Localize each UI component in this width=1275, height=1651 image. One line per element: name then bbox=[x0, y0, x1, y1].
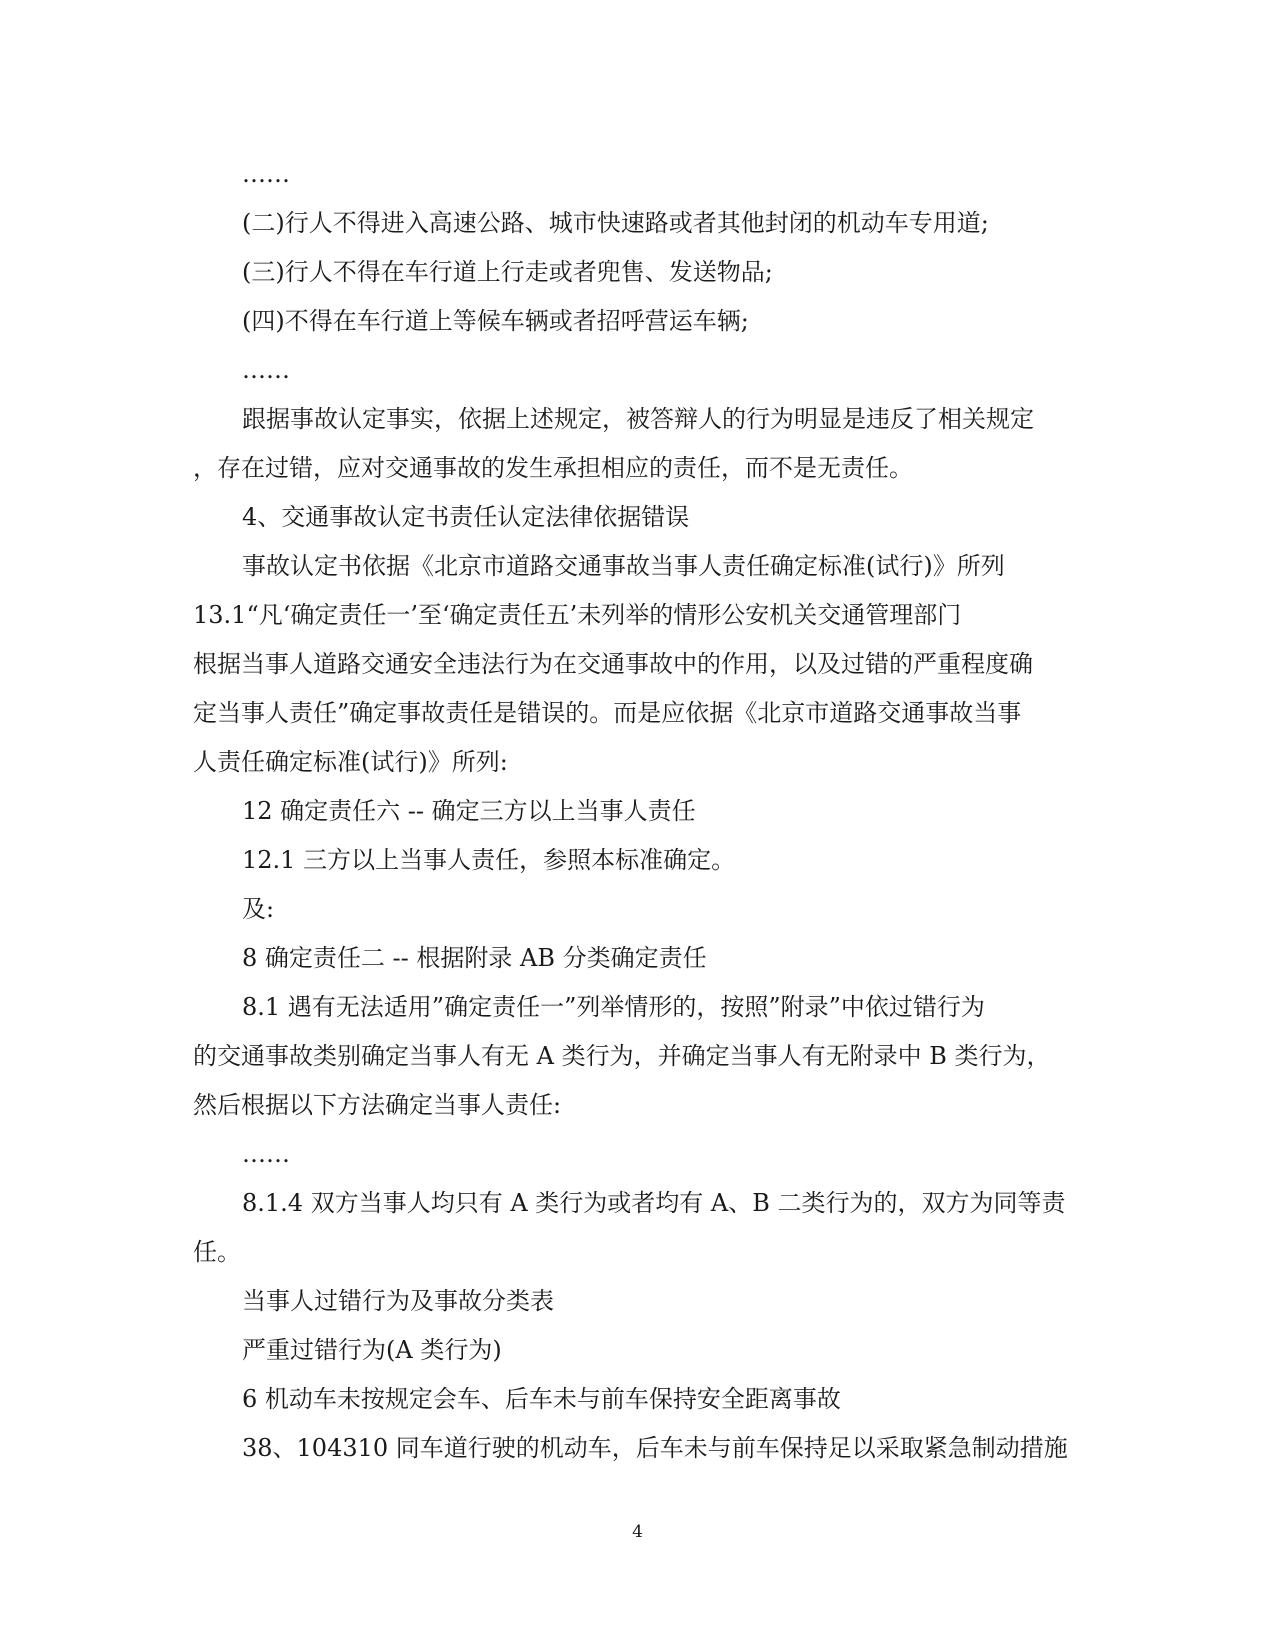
paragraph-line: 8 确定责任二 -- 根据附录 AB 分类确定责任 bbox=[242, 944, 707, 972]
paragraph-line: (二)行人不得进入高速公路、城市快速路或者其他封闭的机动车专用道; bbox=[242, 209, 989, 237]
paragraph-line: 的交通事故类别确定当事人有无 A 类行为，并确定当事人有无附录中 B 类行为， bbox=[193, 1042, 1051, 1070]
table-title: 当事人过错行为及事故分类表 bbox=[242, 1287, 554, 1315]
section-heading: 4、交通事故认定书责任认定法律依据错误 bbox=[242, 503, 690, 531]
paragraph-line: 12.1 三方以上当事人责任，参照本标准确定。 bbox=[242, 846, 736, 874]
paragraph-line: 12 确定责任六 -- 确定三方以上当事人责任 bbox=[242, 797, 696, 825]
paragraph-line: 8.1 遇有无法适用”确定责任一”列举情形的，按照”附录”中依过错行为 bbox=[242, 993, 985, 1021]
paragraph-line: ，存在过错，应对交通事故的发生承担相应的责任，而不是无责任。 bbox=[193, 454, 913, 482]
paragraph-line: (四)不得在车行道上等候车辆或者招呼营运车辆; bbox=[242, 307, 749, 335]
paragraph-line: 然后根据以下方法确定当事人责任: bbox=[193, 1091, 562, 1119]
paragraph-line: 38、104310 同车道行驶的机动车，后车未与前车保持足以采取紧急制动措施 bbox=[242, 1434, 1068, 1462]
paragraph-line: 人责任确定标准(试行)》所列: bbox=[193, 748, 508, 776]
paragraph-line: 根据当事人道路交通安全违法行为在交通事故中的作用，以及过错的严重程度确 bbox=[193, 650, 1033, 678]
ellipsis-line: …… bbox=[242, 160, 290, 188]
paragraph-line: 13.1“凡‘确定责任一’至‘确定责任五’未列举的情形公安机关交通管理部门 bbox=[193, 601, 962, 629]
paragraph-line: 8.1.4 双方当事人均只有 A 类行为或者均有 A、B 二类行为的，双方为同等责 bbox=[242, 1189, 1066, 1217]
paragraph-line: 任。 bbox=[193, 1238, 241, 1266]
paragraph-line: 6 机动车未按规定会车、后车未与前车保持安全距离事故 bbox=[242, 1385, 841, 1413]
paragraph-line: 事故认定书依据《北京市道路交通事故当事人责任确定标准(试行)》所列 bbox=[242, 552, 1005, 580]
page-number: 4 bbox=[632, 1522, 643, 1542]
paragraph-line: 严重过错行为(A 类行为) bbox=[242, 1336, 502, 1364]
paragraph-line: (三)行人不得在车行道上行走或者兜售、发送物品; bbox=[242, 258, 773, 286]
paragraph-line: 及: bbox=[242, 895, 275, 923]
paragraph-line: 定当事人责任”确定事故责任是错误的。而是应依据《北京市道路交通事故当事 bbox=[193, 699, 1022, 727]
ellipsis-line: …… bbox=[242, 1140, 290, 1168]
paragraph-line: 跟据事故认定事实，依据上述规定，被答辩人的行为明显是违反了相关规定 bbox=[242, 405, 1034, 433]
ellipsis-line: …… bbox=[242, 356, 290, 384]
document-body bbox=[193, 150, 1073, 1473]
